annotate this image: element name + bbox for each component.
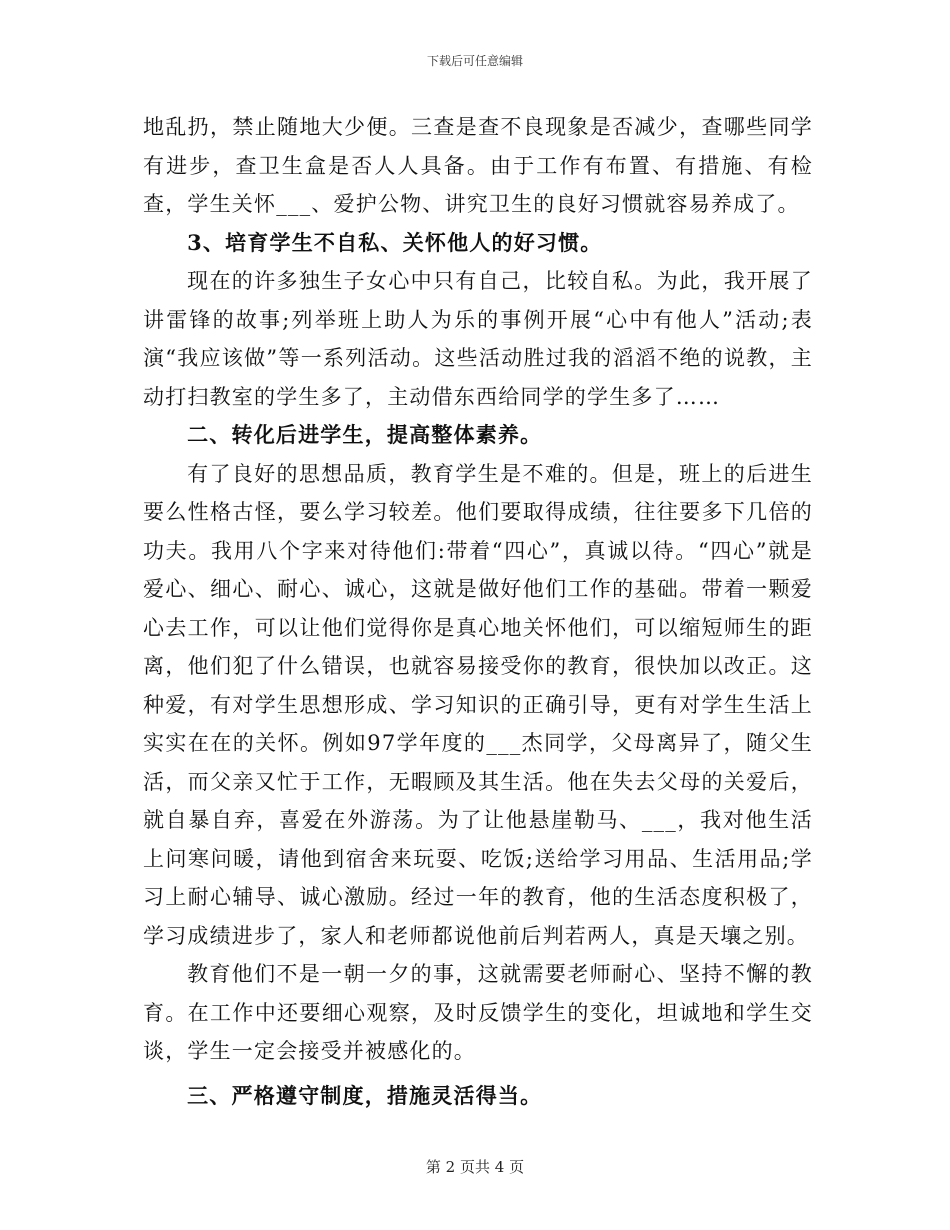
paragraph-patient-education: 教育他们不是一朝一夕的事，这就需要老师耐心、坚持不懈的教育。在工作中还要细心观察，及时反馈学生的变化，坦诚地和学生交谈，学生一定会接受并被感化的。: [143, 962, 813, 1063]
paragraph-hygiene-check: 地乱扔，禁止随地大少便。三查是查不良现象是否减少，查哪些同学有进步，查卫生盒是否人人具备。由于工作有布置、有措施、有检查，学生关怀___、爱护公物、讲究卫生的良好习惯就容易养成了。: [143, 115, 813, 216]
paragraph-selfish-children: 现在的许多独生子女心中只有自己，比较自私。为此，我开展了讲雷锋的故事;列举班上助人为乐的事例开展“心中有他人”活动;表演“我应该做”等一系列活动。这些活动胜过我的滔滔不绝的说教，主动打扫教室的学生多了，主动借东西给同学的学生多了……: [143, 269, 813, 409]
heading-transform-students: 二、转化后进学生，提高整体素养。: [187, 422, 543, 447]
document-body: [143, 108, 813, 1115]
page-footer: 第 2 页共 4 页: [425, 1158, 525, 1176]
page-header: 下载后可任意编辑: [426, 54, 523, 68]
paragraph-four-hearts: 有了良好的思想品质，教育学生是不难的。但是，班上的后进生要么性格古怪，要么学习较差。他们要取得成绩，往往要多下几倍的功夫。我用八个字来对待他们:带着“四心”，真诚以待。“四心”就是爱心、细心、耐心、诚心，这就是做好他们工作的基础。带着一颗爱心去工作，可以让他们觉得你是真心地关怀他们，可以缩短师生的距离，他们犯了什么错误，也就容易接受你的教育，很快加以改正。这种爱，有对学生思想形成、学习知识的正确引导，更有对学生生活上实实在在的关怀。例如97学年度的___杰同学，父母离异了，随父生活，而父亲又忙于工作，无暇顾及其生活。他在失去父母的关爱后，就自暴自弃，喜爱在外游荡。为了让他悬崖勒马、___，我对他生活上问寒问暖，请他到宿舍来玩耍、吃饭;送给学习用品、生活用品;学习上耐心辅导、诚心激励。经过一年的教育，他的生活态度积极了，学习成绩进步了，家人和老师都说他前后判若两人，真是天壤之别。: [143, 461, 813, 948]
heading-strict-rules: 三、严格遵守制度，措施灵活得当。: [187, 1082, 543, 1108]
heading-caring-habits: 3、培育学生不自私、关怀他人的好习惯。: [187, 229, 603, 255]
